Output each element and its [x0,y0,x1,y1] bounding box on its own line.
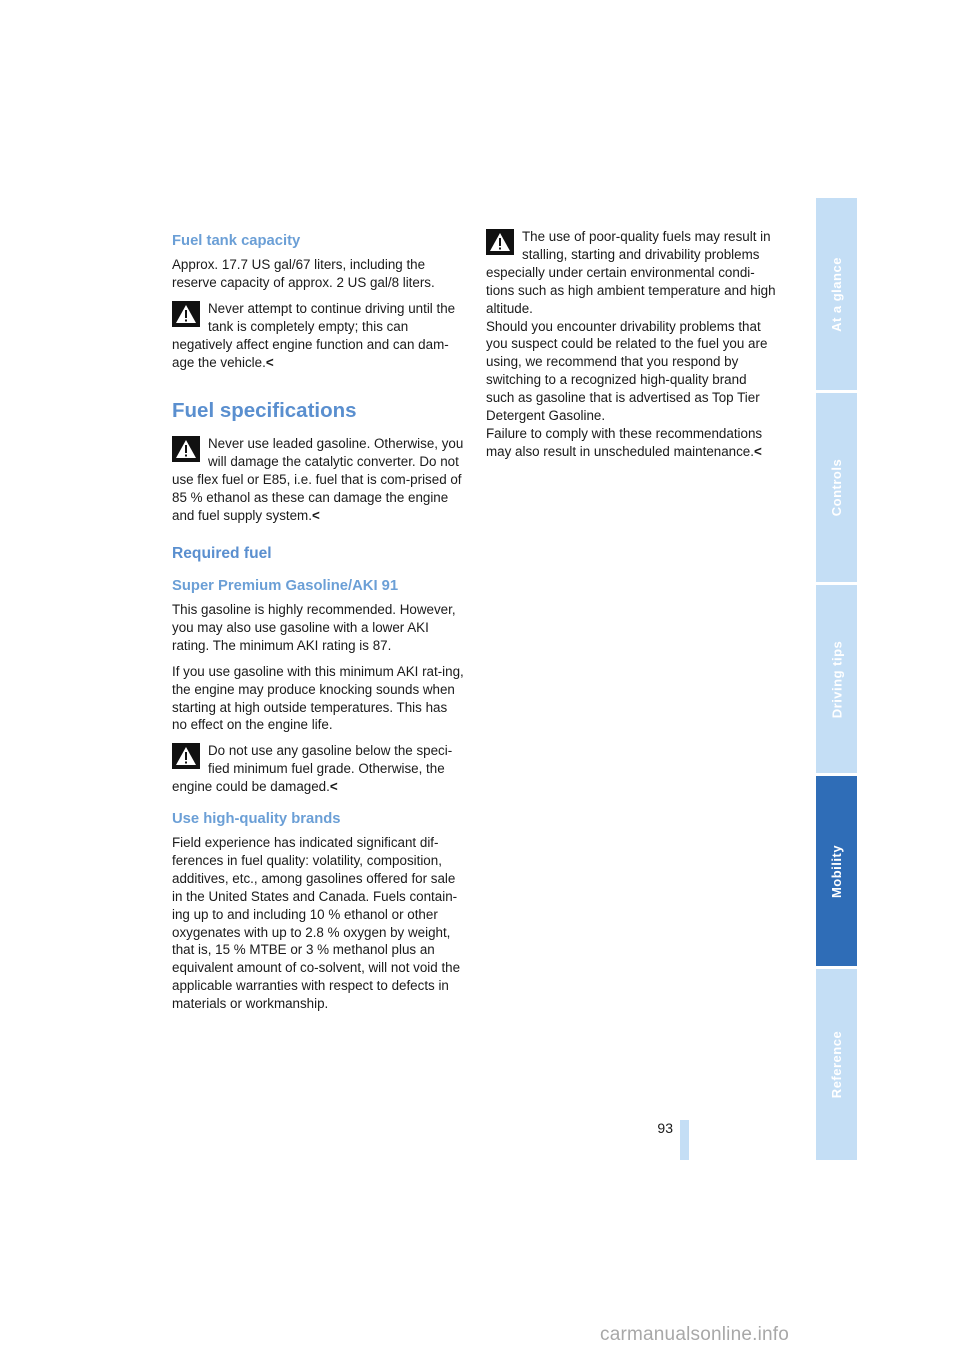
tab-label: Controls [829,458,845,517]
paragraph-brands: Field experience has indicated significant dif-ferences in fuel quality: volatility, composition, additives, etc., among gasolines offered for sale in the United States and Canada. Fuels contain-ing up to and including 10 % ethanol or other oxygenates with up to 2.8 % oxygen by weight, that is, 15 % MTBE or 3 % methanol plus an equivalent amount of co-solvent, will not void the applicable warranties with respect to defects in materials or workmanship. [172,835,461,1012]
paragraph-capacity: Approx. 17.7 US gal/67 liters, including the reserve capacity of approx. 2 US gal/8 liters. [172,257,435,290]
warning-capacity-text: Never attempt to continue driving until the tank is completely empty; this can negatively affect engine function and can dam-age the vehicle. [172,300,456,370]
paragraph-super-1: This gasoline is highly recommended. However, you may also use gasoline with a lower AKI rating. The minimum AKI rating is 87. [172,601,456,653]
tab-mobility[interactable] [816,776,857,966]
paragraph-failure [486,425,778,461]
tab-reference[interactable] [816,969,857,1160]
paragraph-suspect: Should you encounter drivability problems that you suspect could be related to the fuel you are using, we recommend that you respond by switching to a recognized high-quality brand such as gasoline that is advertised as Top Tier Detergent Gasoline. [486,318,768,424]
tab-label: Mobility [829,844,845,898]
tab-at-a-glance[interactable] [816,198,857,390]
warning-quality [486,228,778,318]
paragraph-super-2: If you use gasoline with this minimum AKI rat-ing, the engine may produce knocking sounds when starting at high outside temperatures. This has no effect on the engine life. [172,663,464,733]
tab-label: Reference [829,1030,844,1099]
left-column [172,228,464,1021]
end-mark: < [311,508,320,524]
heading-super-premium: Super Premium Gasoline/AKI 91 [172,577,399,594]
tab-label: Driving tips [829,640,845,718]
heading-high-quality-brands: Use high-quality brands [172,811,341,828]
tab-controls[interactable] [816,393,857,582]
warning-grade [172,742,464,796]
paragraph-failure-text: Failure to comply with these recommendations may also result in unscheduled maintenance. [486,425,763,459]
tab-driving-tips[interactable] [816,585,857,773]
end-mark: < [265,354,274,370]
warning-triangle-icon [172,436,200,462]
warning-triangle-icon [486,229,514,255]
end-mark: < [329,779,338,795]
page-number: 93 [657,1120,673,1136]
watermark: carmanualsonline.info [600,1324,790,1345]
heading-fuel-tank-capacity: Fuel tank capacity [172,233,301,249]
warning-leaded-text: Never use leaded gasoline. Otherwise, you will damage the catalytic converter. Do not use flex fuel or E85, i.e. fuel that is com-prised of 85 % ethanol as these can damage the engine and fuel supply system. [172,436,464,524]
warning-capacity [172,300,464,372]
tab-label: At a glance [829,256,845,332]
warning-triangle-icon [172,743,200,769]
warning-triangle-icon [172,301,200,327]
right-column [486,228,778,461]
heading-required-fuel: Required fuel [172,544,272,562]
warning-grade-text: Do not use any gasoline below the speci-fied minimum fuel grade. Otherwise, the engine could be damaged. [172,743,453,795]
warning-leaded [172,435,464,525]
heading-fuel-specifications: Fuel specifications [172,399,357,423]
end-mark: < [753,443,762,459]
warning-quality-text: The use of poor-quality fuels may result in stalling, starting and drivability problems especially under certain environmental condi-tions such as high ambient temperature and high altitude. [486,229,776,316]
page-number-bar [680,1120,689,1160]
